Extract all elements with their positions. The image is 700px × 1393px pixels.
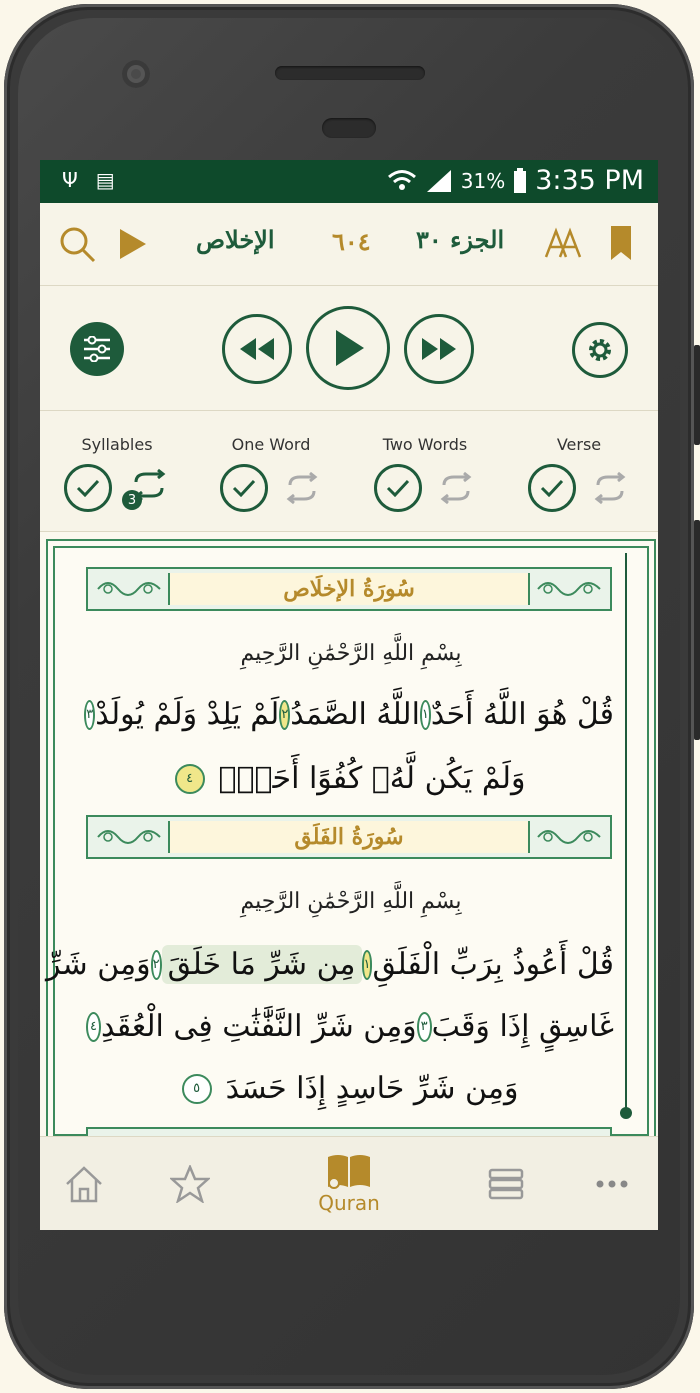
nav-home[interactable]: [40, 1137, 134, 1230]
verse-marker[interactable]: ٢: [279, 700, 290, 730]
playback-controls: [40, 286, 658, 411]
mode-verse[interactable]: [504, 435, 654, 512]
top-toolbar: [40, 203, 658, 286]
fast-forward-icon: [422, 338, 456, 360]
nav-quran[interactable]: [299, 1137, 399, 1230]
star-icon: [170, 1165, 210, 1203]
wifi-icon: [387, 168, 417, 194]
verse-line: [86, 1009, 614, 1044]
verse-text-highlighted[interactable]: مِن شَرِّ مَا خَلَقَ: [162, 945, 362, 984]
bismillah: بِسْمِ اللَّهِ الرَّحْمَٰنِ الرَّحِيمِ: [240, 889, 462, 914]
sim-icon: ▤: [95, 168, 115, 192]
surah-header: [86, 815, 612, 859]
verse-line: [45, 945, 614, 984]
repeat-icon[interactable]: [126, 468, 170, 508]
surah-title: سُورَةُ الإخلَاص: [283, 576, 415, 602]
verse-text[interactable]: اللَّهُ الصَّمَدُ: [290, 697, 420, 732]
ornament-icon: [94, 823, 164, 851]
nav-lists[interactable]: [456, 1137, 556, 1230]
gear-icon: [585, 335, 615, 365]
repeat-icon[interactable]: [282, 471, 322, 505]
verse-text[interactable]: وَمِن شَرِّ حَاسِدٍ إِذَا حَسَدَ: [225, 1071, 519, 1106]
bismillah: بِسْمِ اللَّهِ الرَّحْمَٰنِ الرَّحِيمِ: [240, 641, 462, 666]
rewind-button[interactable]: [222, 314, 292, 384]
side-button: [694, 345, 700, 445]
play-icon: [332, 330, 364, 366]
home-icon: [63, 1164, 105, 1204]
check-icon[interactable]: [220, 464, 268, 512]
screen: [40, 160, 658, 1230]
verse-marker[interactable]: ٤: [175, 764, 205, 794]
verse-marker[interactable]: ٥: [182, 1074, 212, 1104]
repeat-icon[interactable]: [436, 471, 476, 505]
search-icon[interactable]: [58, 225, 98, 265]
mode-two-words[interactable]: [350, 435, 500, 512]
play-icon[interactable]: [118, 227, 148, 261]
repeat-icon[interactable]: [590, 471, 630, 505]
ornament-icon: [534, 823, 604, 851]
page-number[interactable]: ٦٠٤: [332, 227, 371, 256]
check-icon[interactable]: [64, 464, 112, 512]
verse-marker[interactable]: ١: [362, 950, 373, 980]
usb-icon: Ψ: [62, 168, 78, 192]
juz-label[interactable]: الجزء ٣٠: [416, 225, 505, 254]
repeat-modes: [40, 411, 658, 532]
verse-text[interactable]: قُلْ أَعُوذُ بِرَبِّ الْفَلَقِ: [372, 947, 614, 982]
mode-label: Verse: [556, 435, 602, 454]
front-camera: [122, 60, 150, 88]
surah-header: [86, 567, 612, 611]
clock: 3:35 PM: [535, 165, 644, 196]
mode-label: One Word: [231, 435, 311, 454]
ornament-icon: [94, 575, 164, 603]
verse-text[interactable]: غَاسِقٍ إِذَا وَقَبَ: [431, 1009, 614, 1044]
mode-label: Syllables: [81, 435, 153, 454]
nav-quran-label: Quran: [318, 1191, 380, 1215]
verse-text[interactable]: وَمِن شَرِّ النَّفَّٰثَٰتِ فِى الْعُقَدِ: [100, 1009, 417, 1044]
bookmark-icon[interactable]: [610, 225, 632, 261]
status-bar: [40, 160, 658, 203]
battery-icon: [513, 168, 527, 194]
mode-label: Two Words: [382, 435, 468, 454]
sensor: [322, 118, 376, 138]
more-icon: [595, 1179, 629, 1189]
fast-forward-button[interactable]: [404, 314, 474, 384]
surah-title: سُورَةُ الفَلَق: [294, 824, 404, 850]
speaker-grill: [275, 66, 425, 80]
verse-marker[interactable]: ٣: [417, 1012, 432, 1042]
verse-marker[interactable]: ٢: [151, 950, 162, 980]
nav-more[interactable]: [562, 1137, 658, 1230]
sliders-icon: [82, 336, 112, 362]
verse-text[interactable]: قُلْ هُوَ اللَّهُ أَحَدٌ: [430, 697, 614, 732]
page-progress-line: [625, 553, 627, 1111]
bottom-navigation: [40, 1136, 658, 1230]
signal-icon: [425, 168, 453, 194]
ornament-icon: [534, 575, 604, 603]
verse-line: [86, 761, 614, 796]
verse-line: [86, 697, 614, 732]
quran-book-icon: [326, 1153, 372, 1189]
nav-favorites[interactable]: [140, 1137, 240, 1230]
surah-name[interactable]: الإخلاص: [196, 225, 275, 254]
settings-button[interactable]: [572, 322, 628, 378]
repeat-count-badge: 3: [122, 490, 142, 510]
mode-syllables[interactable]: [42, 435, 192, 512]
play-button[interactable]: [306, 306, 390, 390]
page-progress-dot: [620, 1107, 632, 1119]
check-icon[interactable]: [528, 464, 576, 512]
font-size-icon[interactable]: [544, 227, 584, 259]
verse-marker[interactable]: ٤: [86, 1012, 101, 1042]
side-button: [694, 520, 700, 740]
rewind-icon: [240, 338, 274, 360]
verse-marker[interactable]: ١: [420, 700, 431, 730]
check-icon[interactable]: [374, 464, 422, 512]
audio-settings-button[interactable]: [70, 322, 124, 376]
mode-one-word[interactable]: [196, 435, 346, 512]
verse-text[interactable]: وَمِن شَرِّ: [45, 947, 151, 982]
verse-line: [86, 1071, 614, 1106]
verse-marker[interactable]: ٣: [84, 700, 95, 730]
verse-text[interactable]: وَلَمْ يَكُن لَّهُۥ كُفُوًا أَحَدٌۢ: [218, 761, 526, 796]
stack-icon: [487, 1166, 525, 1202]
battery-percent: 31%: [460, 168, 506, 193]
quran-page: [46, 539, 656, 1143]
verse-text[interactable]: لَمْ يَلِدْ وَلَمْ يُولَدْ: [95, 697, 280, 732]
